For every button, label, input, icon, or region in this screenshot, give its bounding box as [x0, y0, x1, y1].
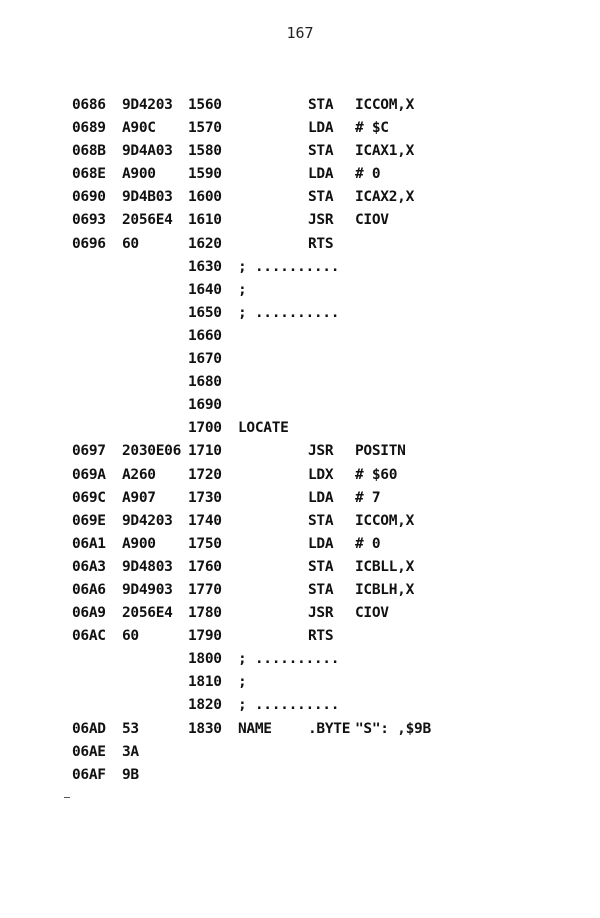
listing-row [72, 487, 572, 510]
listing-line-number: 1690 [188, 397, 222, 414]
page-number: 167 [286, 24, 314, 42]
listing-row [72, 279, 572, 302]
listing-opcode: RTS [308, 235, 334, 252]
listing-line-number: 1640 [188, 281, 222, 298]
listing-object-code: 9D4203 [122, 97, 173, 113]
listing-line-number: 1570 [188, 120, 222, 137]
listing-row [72, 325, 572, 348]
listing-opcode: STA [308, 558, 334, 575]
listing-operand: # 0 [355, 535, 381, 552]
listing-address: 068E [72, 166, 106, 183]
listing-opcode: STA [308, 512, 334, 529]
listing-row [72, 394, 572, 417]
listing-line-number: 1800 [188, 651, 222, 668]
listing-object-code: A260 [122, 466, 156, 483]
listing-object-code: 2056E4 [122, 212, 173, 229]
listing-row [72, 464, 572, 487]
listing-address: 0697 [72, 443, 106, 460]
listing-operand: # $60 [355, 466, 398, 483]
listing-object-code: A907 [122, 489, 156, 506]
listing-row [72, 510, 572, 533]
listing-label: LOCATE [238, 420, 289, 437]
listing-object-code: 9D4203 [122, 512, 173, 529]
listing-row [72, 764, 572, 787]
listing-operand: POSITN [355, 443, 406, 460]
listing-row [72, 579, 572, 602]
listing-opcode: JSR [308, 212, 334, 229]
listing-object-code: A90C [122, 120, 156, 137]
listing-opcode: STA [308, 97, 334, 113]
listing-operand: # 7 [355, 489, 381, 506]
listing-operand: # 0 [355, 166, 381, 183]
listing-line-number: 1710 [188, 443, 222, 460]
listing-opcode: .BYTE [308, 720, 351, 737]
listing-address: 06AF [72, 766, 106, 783]
listing-row [72, 233, 572, 256]
listing-row [72, 625, 572, 648]
listing-address: 06AC [72, 628, 106, 645]
margin-mark [64, 797, 70, 798]
listing-object-code: 60 [122, 628, 139, 645]
listing-opcode: LDA [308, 120, 334, 137]
listing-line-number: 1730 [188, 489, 222, 506]
listing-opcode: LDX [308, 466, 334, 483]
listing-row [72, 256, 572, 279]
listing-operand: ICAX1,X [355, 143, 415, 160]
listing-line-number: 1790 [188, 628, 222, 645]
listing-label: ; .......... [238, 258, 340, 275]
listing-label: ; .......... [238, 697, 340, 714]
listing-label: ; [238, 281, 247, 298]
listing-operand: "S": ,$9B [355, 720, 431, 737]
listing-line-number: 1830 [188, 720, 222, 737]
listing-row [72, 440, 572, 463]
listing-opcode: STA [308, 581, 334, 598]
listing-label: ; .......... [238, 304, 340, 321]
listing-line-number: 1810 [188, 674, 222, 691]
listing-object-code: A900 [122, 535, 156, 552]
listing-row [72, 186, 572, 209]
listing-row [72, 163, 572, 186]
listing-address: 068B [72, 143, 106, 160]
listing-address: 069A [72, 466, 106, 483]
listing-object-code: 9B [122, 766, 139, 783]
listing-line-number: 1600 [188, 189, 222, 206]
listing-row [72, 671, 572, 694]
listing-row [72, 718, 572, 741]
listing-row [72, 694, 572, 717]
listing-opcode: LDA [308, 166, 334, 183]
listing-row [72, 648, 572, 671]
listing-object-code: 3A [122, 743, 139, 760]
listing-object-code: 9D4B03 [122, 189, 173, 206]
listing-object-code: 9D4803 [122, 558, 173, 575]
listing-operand: ICAX2,X [355, 189, 415, 206]
listing-line-number: 1630 [188, 258, 222, 275]
listing-operand: # $C [355, 120, 389, 137]
listing-address: 06A1 [72, 535, 106, 552]
listing-row [72, 140, 572, 163]
listing-opcode: RTS [308, 628, 334, 645]
listing-operand: CIOV [355, 605, 389, 622]
listing-object-code: A900 [122, 166, 156, 183]
listing-address: 0696 [72, 235, 106, 252]
listing-address: 0693 [72, 212, 106, 229]
listing-line-number: 1620 [188, 235, 222, 252]
listing-address: 069E [72, 512, 106, 529]
listing-operand: ICBLL,X [355, 558, 415, 575]
listing-line-number: 1750 [188, 535, 222, 552]
listing-opcode: JSR [308, 605, 334, 622]
listing-address: 069C [72, 489, 106, 506]
listing-address: 0690 [72, 189, 106, 206]
listing-object-code: 2030E06 [122, 443, 182, 460]
listing-line-number: 1780 [188, 605, 222, 622]
listing-opcode: STA [308, 143, 334, 160]
listing-row [72, 117, 572, 140]
listing-row [72, 556, 572, 579]
listing-operand: ICBLH,X [355, 581, 415, 598]
listing-row [72, 209, 572, 232]
listing-address: 06AD [72, 720, 106, 737]
listing-line-number: 1650 [188, 304, 222, 321]
listing-line-number: 1720 [188, 466, 222, 483]
listing-line-number: 1740 [188, 512, 222, 529]
listing-row [72, 417, 572, 440]
listing-opcode: JSR [308, 443, 334, 460]
listing-line-number: 1670 [188, 351, 222, 368]
listing-operand: CIOV [355, 212, 389, 229]
listing-line-number: 1580 [188, 143, 222, 160]
listing-address: 06A6 [72, 581, 106, 598]
listing-line-number: 1660 [188, 327, 222, 344]
listing-row [72, 533, 572, 556]
listing-line-number: 1680 [188, 374, 222, 391]
listing-row [72, 348, 572, 371]
listing-address: 0686 [72, 97, 106, 113]
listing-row [72, 602, 572, 625]
listing-object-code: 2056E4 [122, 605, 173, 622]
listing-address: 06A9 [72, 605, 106, 622]
listing-address: 06A3 [72, 558, 106, 575]
listing-object-code: 9D4A03 [122, 143, 173, 160]
listing-line-number: 1770 [188, 581, 222, 598]
listing-label: ; [238, 674, 247, 691]
listing-opcode: STA [308, 189, 334, 206]
listing-label: ; .......... [238, 651, 340, 668]
listing-address: 06AE [72, 743, 106, 760]
code-listing [72, 94, 572, 787]
listing-opcode: LDA [308, 489, 334, 506]
listing-operand: ICCOM,X [355, 97, 415, 113]
listing-row [72, 741, 572, 764]
listing-row [72, 94, 572, 117]
listing-label: NAME [238, 720, 272, 737]
listing-object-code: 60 [122, 235, 139, 252]
listing-operand: ICCOM,X [355, 512, 415, 529]
listing-line-number: 1590 [188, 166, 222, 183]
listing-line-number: 1760 [188, 558, 222, 575]
listing-line-number: 1700 [188, 420, 222, 437]
listing-object-code: 9D4903 [122, 581, 173, 598]
listing-row [72, 371, 572, 394]
listing-object-code: 53 [122, 720, 139, 737]
listing-row [72, 302, 572, 325]
listing-opcode: LDA [308, 535, 334, 552]
listing-address: 0689 [72, 120, 106, 137]
listing-line-number: 1610 [188, 212, 222, 229]
listing-line-number: 1560 [188, 97, 222, 113]
listing-line-number: 1820 [188, 697, 222, 714]
